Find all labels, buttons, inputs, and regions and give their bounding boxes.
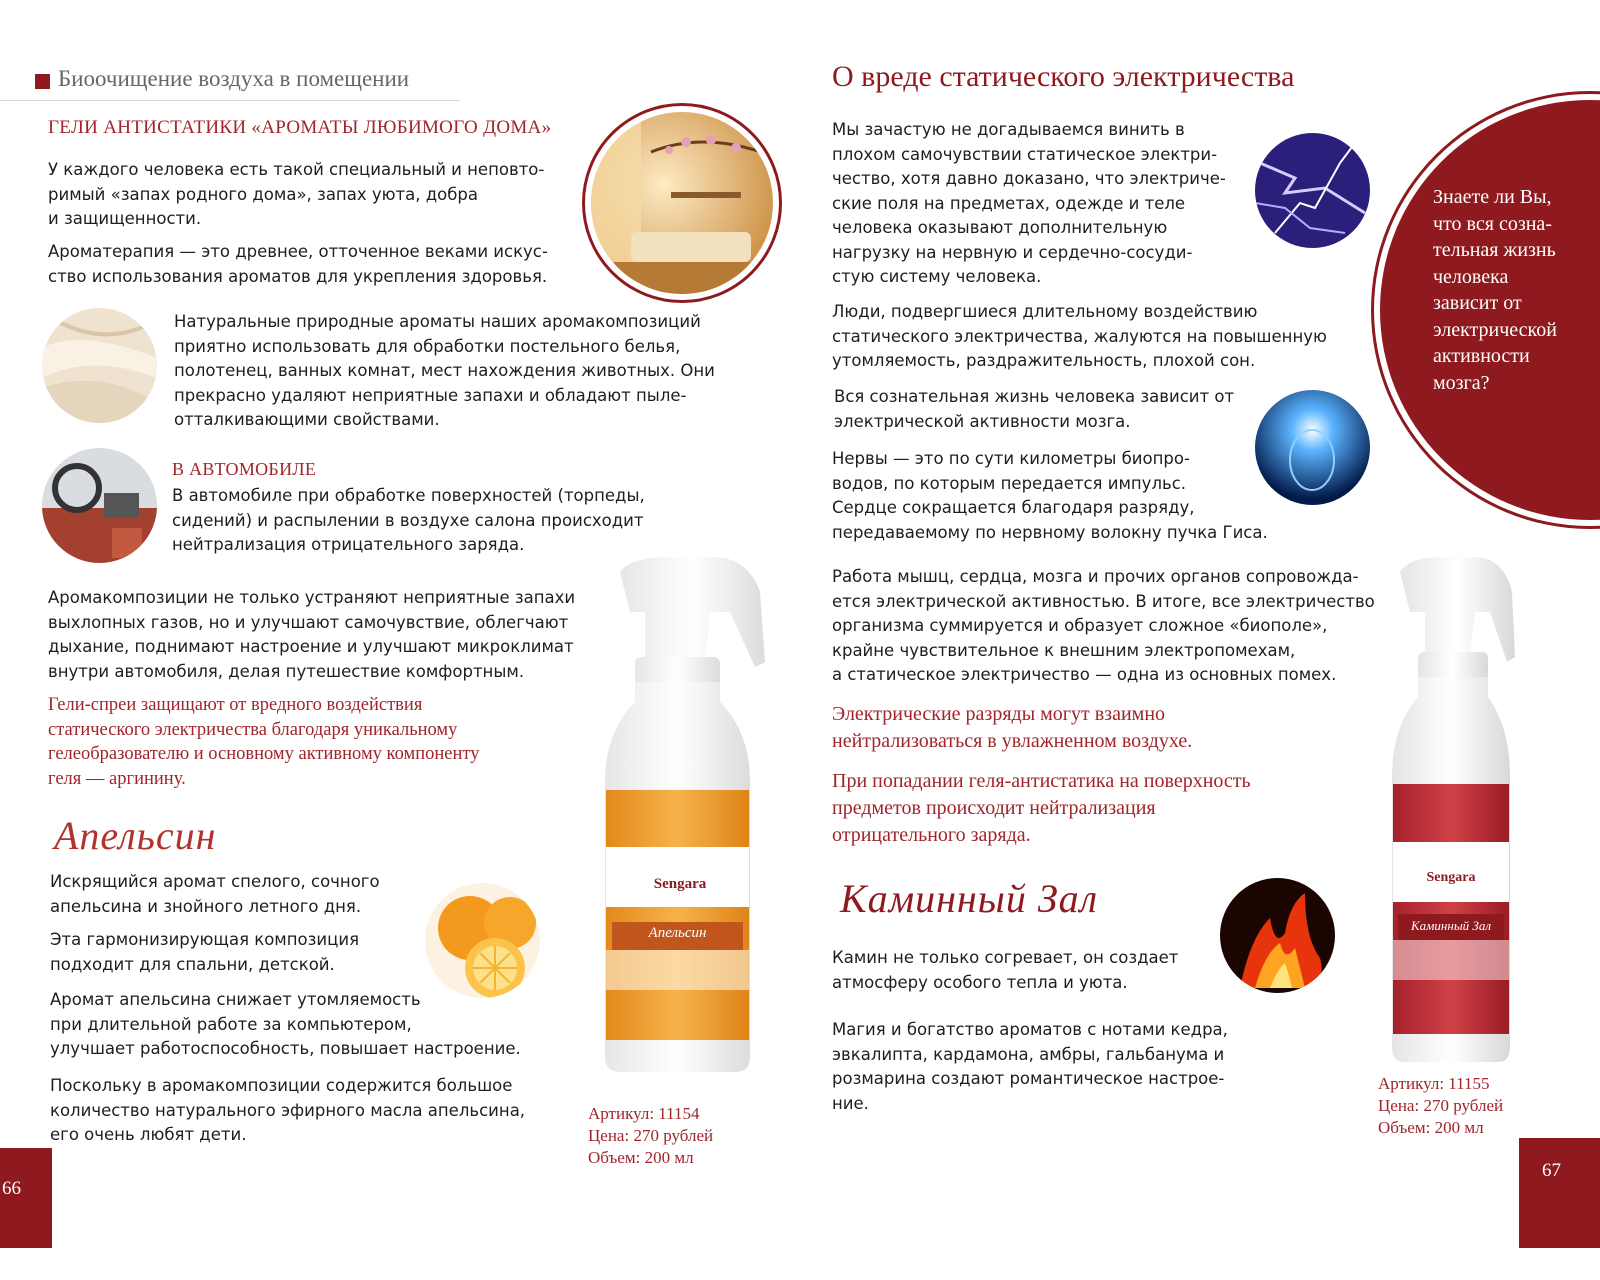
exhaust-paragraph: Аромакомпозиции не только устраняют неприятные запахи выхлопных газов, но и улучшают самочувствие, облегчают дыхание, поднимают настроение и улучшают микроклимат внутри автомобиля, делая путешествие комфортным. xyxy=(48,588,576,681)
did-you-know-callout xyxy=(1380,100,1600,520)
orange-desc-4: Поскольку в аромакомпозиции содержится большое количество натурального эфирного масла апельсина, его очень любят дети. xyxy=(50,1076,526,1144)
callout-text: Знаете ли Вы, что вся созна- тельная жизнь человека зависит от электрической активности мозга? xyxy=(1433,186,1557,394)
natural-aromas-paragraph: Натуральные природные ароматы наших аромакомпозиций приятно использовать для обработки постельного белья, полотенец, ванных комнат, мест нахождения животных. Они прекрасно удаляют неприятные запахи и обладают пыле- отталкивающими свойствами. xyxy=(174,312,715,429)
fireplace-bottle xyxy=(1380,552,1530,1072)
intro-paragraph: У каждого человека есть такой специальный и неповто- римый «запах родного дома», запах уюта, добра и защищенности. xyxy=(48,160,545,228)
fireplace-bottle-label: Каминный Зал xyxy=(1411,918,1491,933)
orange-photo xyxy=(425,883,540,998)
orange-desc-2: Эта гармонизирующая композиция подходит для спальни, детской. xyxy=(50,930,360,974)
room-photo xyxy=(582,103,782,303)
left-header-rule xyxy=(0,100,460,101)
fireplace-price-block: Артикул: 11155 Цена: 270 рублей Объем: 200 мл xyxy=(1378,1074,1504,1137)
page-number-left-text: 66 xyxy=(2,1178,21,1199)
fire-photo xyxy=(1220,878,1335,993)
orange-product-name: Апельсин xyxy=(54,813,217,858)
orange-bottle xyxy=(590,552,790,1082)
orange-bottle-label: Апельсин xyxy=(648,925,707,941)
section-marker xyxy=(35,74,50,89)
aromatherapy-paragraph: Ароматерапия — это древнее, отточенное веками искус- ство использования ароматов для укрепления здоровья. xyxy=(48,242,548,286)
gels-heading: ГЕЛИ АНТИСТАТИКИ «АРОМАТЫ ЛЮБИМОГО ДОМА» xyxy=(48,117,552,138)
neutralization-statement: При попадании геля-антистатика на поверхность предметов происходит нейтрализация отрицательного заряда. xyxy=(832,770,1251,846)
car-paragraph: В автомобиле при обработке поверхностей (торпеды, сидений) и распылении в воздухе салона происходит нейтрализация отрицательного заряда. xyxy=(172,486,645,554)
orange-desc-1: Искрящийся аромат спелого, сочного апельсина и знойного летного дня. xyxy=(50,872,380,916)
biofield-paragraph: Работа мышц, сердца, мозга и прочих органов сопровожда- ется электрической активностью. В итоге, все электричество организма суммируется и образует сложное «биополе», крайне чувствительное к внешним электропомехам, а статическое электричество — одна из основных помех. xyxy=(832,567,1375,684)
fireplace-product-name: Каминный Зал xyxy=(840,876,1099,921)
fireplace-desc-2: Магия и богатство ароматов с нотами кедра, эвкалипта, кардамона, амбры, гальбанума и розмарина создают романтическое настрое- ние. xyxy=(832,1020,1228,1113)
fireplace-desc-1: Камин не только согревает, он создает атмосферу особого тепла и уюта. xyxy=(832,948,1179,992)
lightning-photo xyxy=(1255,133,1370,248)
static-intro-paragraph: Мы зачастую не догадываемся винить в плохом самочувствии статическое электри- чество, хотя давно доказано, что электриче- ские поля на предметах, одежде и теле человека оказывают дополнительную нагрузку на нервную и сердечно-сосуди- стую систему человека. xyxy=(832,120,1226,286)
brain-activity-paragraph: Вся сознательная жизнь человека зависит от электрической активности мозга. xyxy=(834,387,1235,431)
nerves-paragraph: Нервы — это по сути километры биопро- водов, по которым передается импульс. Сердце сокращается благодаря разряду, передаваемому по нервному волокну пучка Гиса. xyxy=(832,449,1268,542)
orange-price-block: Артикул: 11154 Цена: 270 рублей Объем: 200 мл xyxy=(588,1104,714,1167)
fatigue-paragraph: Люди, подвергшиеся длительному воздействию статического электричества, жалуются на повышенную утомляемость, раздражительность, плохой сон. xyxy=(832,302,1327,370)
page-number-left xyxy=(0,1148,52,1248)
page-number-right xyxy=(1519,1138,1600,1248)
car-heading: В АВТОМОБИЛЕ xyxy=(172,459,317,479)
static-electricity-title: О вреде статического электричества xyxy=(832,60,1295,93)
orange-bottle-brand: Sengara xyxy=(653,876,707,892)
section-title: Биоочищение воздуха в помещении xyxy=(58,66,410,91)
car-interior-photo xyxy=(42,448,157,563)
humid-air-statement: Электрические разряды могут взаимно нейтрализоваться в увлажненном воздухе. xyxy=(832,703,1193,752)
page-number-right-text: 67 xyxy=(1542,1160,1561,1181)
fireplace-bottle-brand: Sengara xyxy=(1426,870,1476,885)
fabric-photo xyxy=(42,308,157,423)
protection-paragraph: Гели-спреи защищают от вредного воздействия статического электричества благодаря уникальному гелеобразователю и основному активному компоненту геля — аргинину. xyxy=(48,695,480,789)
orange-desc-3: Аромат апельсина снижает утомляемость при длительной работе за компьютером, улучшает работоспособность, повышает настроение. xyxy=(50,990,521,1058)
